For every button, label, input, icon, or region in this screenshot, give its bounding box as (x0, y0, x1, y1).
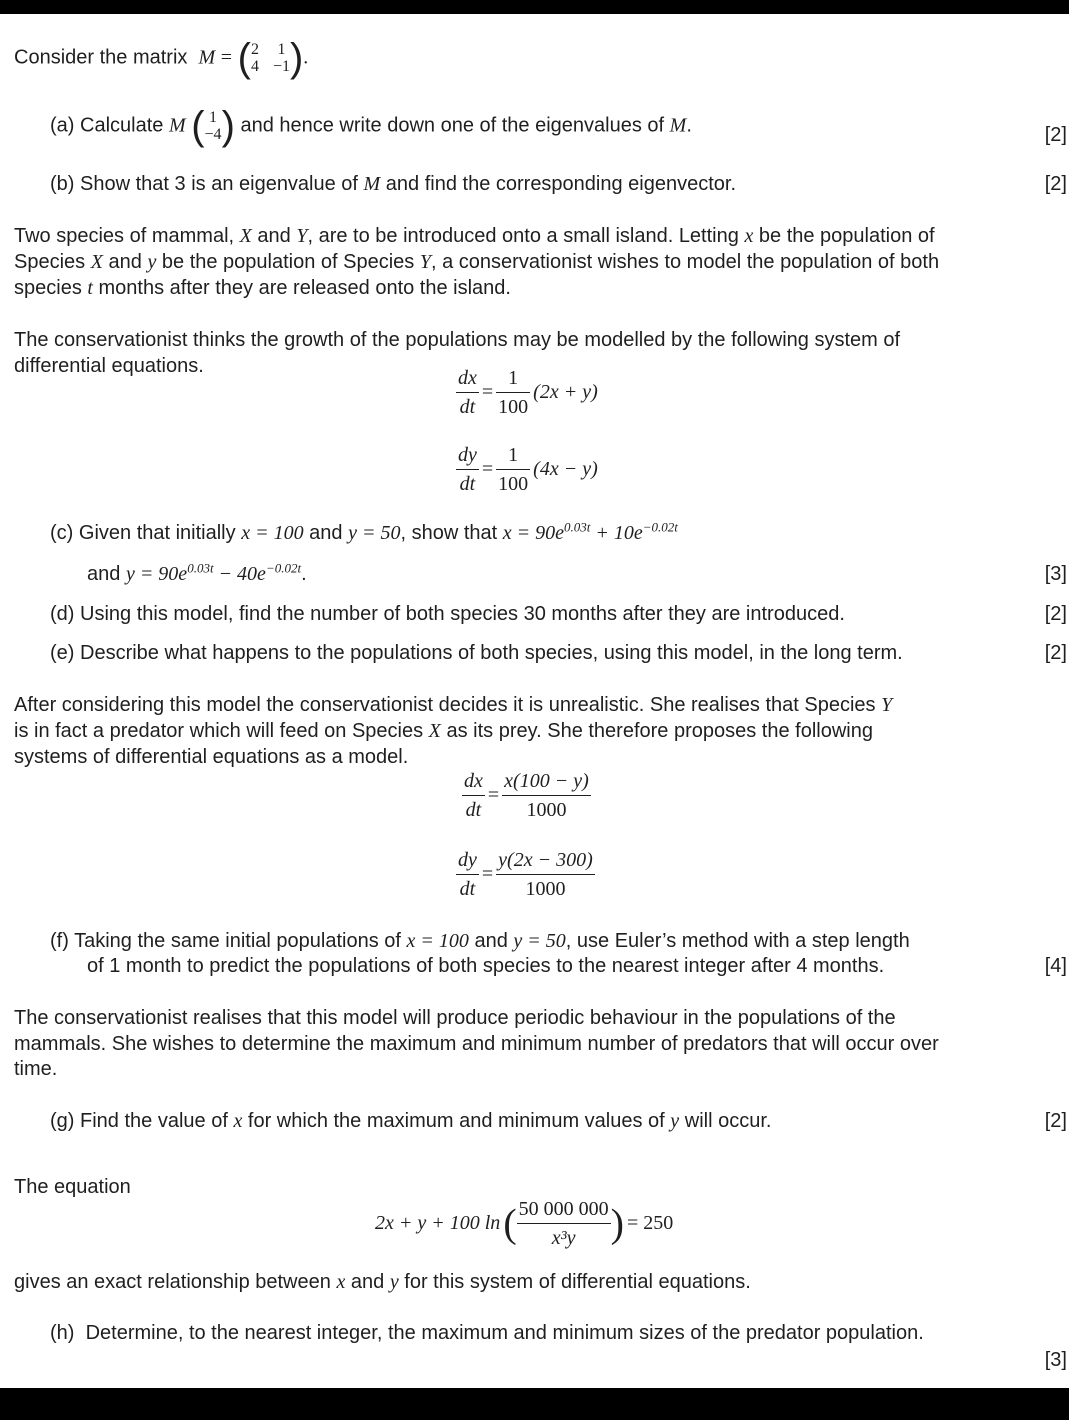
left-paren: ( (191, 104, 205, 148)
equals-sign: = (481, 458, 494, 480)
vector (205, 109, 222, 143)
coefficient-fraction (496, 366, 530, 419)
rhs-expression: (4x − y) (533, 458, 598, 480)
part-e (50, 641, 903, 666)
part-c-label: (c) (50, 522, 74, 544)
text: be the population of (758, 225, 935, 247)
equation-exact-relationship (372, 1197, 676, 1250)
var-y: y (670, 1110, 680, 1132)
para2-line2: differential equations. (14, 355, 204, 377)
species-Y: Y (881, 694, 893, 716)
part-h-text: Determine, to the nearest integer, the maximum and minimum sizes of the predator population. (85, 1322, 924, 1344)
period: . (301, 563, 307, 585)
intro-text: Consider the matrix (14, 46, 188, 69)
matrix-M (251, 41, 290, 75)
part-h (50, 1321, 924, 1346)
para1-line3 (14, 276, 511, 301)
rhs-fraction (502, 769, 591, 822)
condition-x: x = 100 (241, 522, 304, 544)
matrix-entry: 2 (250, 41, 259, 58)
text: and (309, 522, 343, 544)
text: and (350, 1271, 385, 1293)
denominator: dt (465, 799, 482, 821)
derivative-fraction (456, 443, 479, 496)
part-d-text: Using this model, find the number of both species 30 months after they are introduced. (80, 603, 845, 625)
numerator: dy (456, 443, 479, 470)
denominator: dt (459, 878, 476, 900)
x-solution (502, 519, 678, 544)
lhs-expression: 2x + y + 100 ln (375, 1212, 501, 1234)
text: for which the maximum and minimum values of (247, 1110, 665, 1132)
text: After considering this model the conservationist decides it is unrealistic. She realises that Species (14, 694, 876, 716)
equation-predator-dy-dt (456, 848, 595, 901)
text: Taking the same initial populations of (74, 930, 401, 952)
text: Given that initially (78, 522, 236, 544)
part-d-marks: [2] (1044, 603, 1067, 625)
vector-entry: −4 (204, 126, 222, 143)
rhs-expression: = 250 (626, 1212, 674, 1234)
part-c-marks: [3] (1044, 563, 1067, 585)
rhs-expression: (2x + y) (533, 381, 598, 403)
species-X: X (239, 225, 252, 247)
left-paren: ( (503, 1200, 517, 1246)
derivative-fraction (462, 769, 485, 822)
var-y: y (147, 251, 157, 273)
intro-line (14, 38, 308, 78)
exponent: 0.03t (563, 519, 591, 535)
part-e-text: Describe what happens to the populations of both species, using this model, in the long term. (80, 642, 903, 664)
part-h-marks: [3] (1044, 1349, 1067, 1371)
text: for this system of differential equations. (404, 1271, 751, 1293)
log-argument-fraction (517, 1197, 611, 1250)
part-a-text2: and hence write down one of the eigenvalues of (240, 114, 665, 137)
derivative-fraction (456, 366, 479, 419)
part-b (50, 172, 736, 197)
equation-dx-dt (456, 366, 601, 419)
denominator: 1000 (525, 878, 566, 900)
para3-line2 (14, 719, 873, 744)
text: , are to be introduced onto a small island. Letting (307, 225, 739, 247)
para4-line2: mammals. She wishes to determine the maximum and minimum number of predators that will occur over (14, 1033, 939, 1055)
text: , use Euler’s method with a step length (565, 930, 910, 952)
part-h-label: (h) (50, 1322, 75, 1344)
part-f-marks: [4] (1044, 955, 1067, 977)
text: will occur. (684, 1110, 772, 1132)
numerator: dx (462, 769, 485, 796)
part-a-marks: [2] (1044, 124, 1067, 146)
para2-line1: The conservationist thinks the growth of the populations may be modelled by the following system of (14, 329, 901, 351)
part-d (50, 602, 845, 627)
text: be the population of Species (161, 251, 415, 273)
part-d-label: (d) (50, 603, 75, 625)
expr: − 40e (213, 563, 266, 585)
var-y: y (389, 1271, 399, 1293)
text: gives an exact relationship between (14, 1271, 331, 1293)
part-g-label: (g) (50, 1110, 75, 1132)
para4-line1: The conservationist realises that this model will produce periodic behaviour in the populations of the (14, 1007, 896, 1029)
part-b-text: Show that 3 is an eigenvalue of (80, 173, 358, 195)
denominator: dt (459, 473, 476, 495)
text: and (257, 225, 291, 247)
equation-predator-dx-dt (462, 769, 591, 822)
right-paren: ) (289, 36, 304, 80)
para5-line1: The equation (14, 1176, 131, 1198)
part-f-line1 (50, 929, 910, 954)
var-t: t (87, 277, 93, 299)
matrix-entry: 1 (277, 41, 286, 58)
numerator: dx (456, 366, 479, 393)
vector-entry: 1 (209, 109, 218, 126)
var-x: x (336, 1271, 346, 1293)
text: , a conservationist wishes to model the population of both (431, 251, 940, 273)
expr: + 10e (590, 522, 643, 544)
exponent: 0.03t (187, 560, 214, 576)
part-e-marks: [2] (1044, 642, 1067, 664)
numerator: 1 (496, 443, 530, 470)
species-X: X (90, 251, 103, 273)
matrix-entry: 4 (250, 58, 259, 75)
equals-sign: = (481, 863, 494, 885)
exponent: −0.02t (265, 560, 302, 576)
text: , show that (400, 522, 498, 544)
para3-line3: systems of differential equations as a model. (14, 746, 409, 768)
denominator: 1000 (526, 799, 567, 821)
matrix-symbol: M (198, 46, 216, 69)
denominator: 100 (498, 396, 529, 418)
part-e-label: (e) (50, 642, 75, 664)
condition-y: y = 50 (348, 522, 401, 544)
text: Two species of mammal, (14, 225, 235, 247)
numerator: y(2x − 300) (496, 848, 595, 875)
part-b-marks: [2] (1044, 173, 1067, 195)
part-a-label: (a) (50, 114, 75, 137)
matrix-symbol: M (168, 114, 186, 137)
part-g-marks: [2] (1044, 1110, 1067, 1132)
species-X: X (428, 720, 441, 742)
text: Species (14, 251, 86, 273)
para1-line1 (14, 224, 935, 249)
rhs-fraction (496, 848, 595, 901)
species-Y: Y (296, 225, 308, 247)
matrix-symbol: M (669, 114, 687, 137)
period: . (303, 46, 309, 69)
part-a (50, 106, 692, 146)
equals-sign: = (487, 784, 500, 806)
part-g (50, 1109, 771, 1134)
text: Find the value of (80, 1110, 228, 1132)
numerator: 50 000 000 (517, 1197, 611, 1224)
text: species (14, 277, 82, 299)
equals-sign: = (481, 381, 494, 403)
part-b-text2: and find the corresponding eigenvector. (385, 173, 737, 195)
matrix-symbol: M (363, 173, 381, 195)
left-paren: ( (237, 36, 251, 80)
para1-line2 (14, 250, 939, 275)
expr: x = 90e (502, 522, 564, 544)
exponent: −0.02t (642, 519, 678, 535)
denominator: 100 (498, 473, 529, 495)
numerator: dy (456, 848, 479, 875)
species-Y: Y (419, 251, 431, 273)
expr: y = 90e (125, 563, 188, 585)
text: as its prey. She therefore proposes the following (446, 720, 873, 742)
denominator: x³y (551, 1227, 576, 1249)
derivative-fraction (456, 848, 479, 901)
condition-x: x = 100 (406, 930, 469, 952)
matrix-entry: −1 (272, 58, 290, 75)
question-page (0, 14, 1069, 1388)
var-x: x (233, 1110, 243, 1132)
part-f-label: (f) (50, 930, 69, 952)
numerator: x(100 − y) (502, 769, 591, 796)
para3-line1 (14, 693, 892, 718)
text: and (87, 563, 121, 585)
text: and (108, 251, 142, 273)
numerator: 1 (496, 366, 530, 393)
right-paren: ) (610, 1200, 624, 1246)
para4-line3: time. (14, 1058, 58, 1080)
coefficient-fraction (496, 443, 530, 496)
para6-line1 (14, 1270, 751, 1295)
right-paren: ) (221, 104, 235, 148)
text: and (474, 930, 508, 952)
part-c-line2 (87, 562, 307, 587)
condition-y: y = 50 (513, 930, 566, 952)
denominator: dt (459, 396, 476, 418)
part-c-line1 (50, 521, 678, 546)
period: . (686, 114, 692, 137)
var-x: x (744, 225, 754, 247)
part-b-label: (b) (50, 173, 75, 195)
equation-dy-dt (456, 443, 601, 496)
y-solution (125, 560, 302, 585)
part-a-text: Calculate (80, 114, 164, 137)
part-f-line2: of 1 month to predict the populations of both species to the nearest integer after 4 months. (87, 955, 885, 977)
equals-sign: = (220, 46, 233, 69)
text: months after they are released onto the island. (98, 277, 511, 299)
text: is in fact a predator which will feed on Species (14, 720, 424, 742)
